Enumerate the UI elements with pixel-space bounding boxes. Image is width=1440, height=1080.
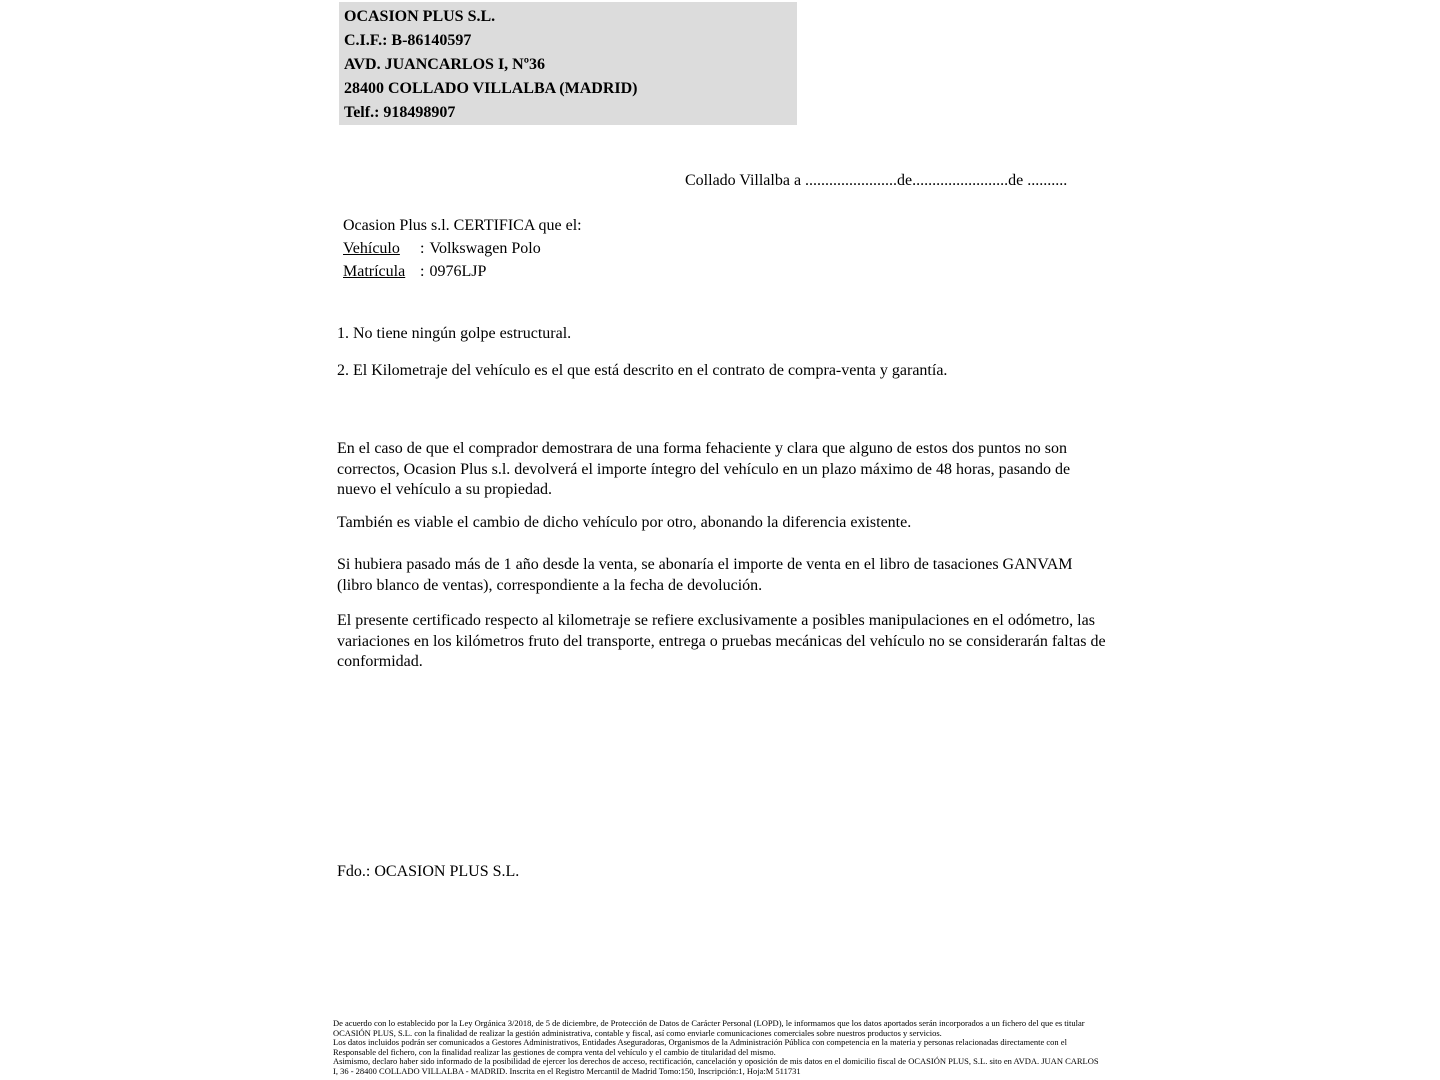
vehicle-value: Volkswagen Polo bbox=[429, 240, 541, 257]
company-address: AVD. JUANCARLOS I, Nº36 bbox=[344, 56, 546, 73]
paragraph-refund-terms: En el caso de que el comprador demostrara de una forma fehaciente y clara que alguno de estos dos puntos no son correctos, Ocasion Plus s.l. devolverá el importe íntegro del vehículo en un plazo máximo de 48 horas, pasando de nuevo el vehículo a su propiedad. bbox=[337, 440, 1071, 498]
plate-row bbox=[343, 260, 582, 283]
vehicle-separator: : bbox=[420, 240, 425, 257]
certify-intro: Ocasion Plus s.l. CERTIFICA que el: bbox=[343, 217, 582, 234]
legal-paragraph-lopd: De acuerdo con lo establecido por la Ley Orgánica 3/2018, de 5 de diciembre, de Protección de Datos de Carácter Personal (LOPD), le informamos que los datos aportados serán incorporados a un fichero del que es titular OCASIÓN PLUS, S.L. con la finalidad de realizar la gestión administrativa, contable y fiscal, así como enviarle comunicaciones comerciales sobre nuestros productos y servicios. bbox=[333, 1018, 1085, 1038]
signature-line: Fdo.: OCASION PLUS S.L. bbox=[337, 863, 520, 880]
vehicle-label-wrap bbox=[343, 237, 420, 260]
legal-paragraph-rights: Asimismo, declaro haber sido informado de la posibilidad de ejercer los derechos de acceso, rectificación, cancelación y oposición de mis datos en el domicilio fiscal de OCASIÓN PLUS, S.L. sito en AVDA. JUAN CARLOS I, 36 - 28400 COLLADO VILLALBA - MADRID. Inscrita en el Registro Mercantil de Madrid Tomo:150, Inscripción:1, Hoja:M 511731 bbox=[333, 1056, 1099, 1076]
paragraph-exchange-option: También es viable el cambio de dicho vehículo por otro, abonando la diferencia existente. bbox=[337, 514, 912, 531]
vehicle-label: Vehículo bbox=[343, 240, 400, 257]
legal-fine-print bbox=[333, 1019, 1099, 1077]
legal-paragraph-data-sharing: Los datos incluidos podrán ser comunicados a Gestores Administrativos, Entidades Aseguradoras, Organismos de la Administración Pública con competencia en la materia y personas relacionadas directamente con el Responsable del fichero, con la finalidad realizar las gestiones de compra venta del vehículo y el cambio de titularidad del mismo. bbox=[333, 1037, 1067, 1057]
company-city: 28400 COLLADO VILLALBA (MADRID) bbox=[344, 80, 638, 97]
company-name: OCASION PLUS S.L. bbox=[344, 8, 496, 25]
company-header-box bbox=[339, 2, 797, 125]
plate-label: Matrícula bbox=[343, 263, 406, 280]
plate-value: 0976LJP bbox=[429, 263, 487, 280]
company-phone: Telf.: 918498907 bbox=[344, 104, 456, 121]
certification-header bbox=[343, 214, 582, 283]
plate-label-wrap bbox=[343, 260, 420, 283]
vehicle-row bbox=[343, 237, 582, 260]
company-cif: C.I.F.: B-86140597 bbox=[344, 32, 472, 49]
date-fill-in-line: Collado Villalba a .......................de........................de .......... bbox=[685, 172, 1068, 189]
certified-point-1: 1. No tiene ningún golpe estructural. bbox=[337, 325, 572, 342]
paragraph-odometer-disclaimer: El presente certificado respecto al kilometraje se refiere exclusivamente a posibles manipulaciones en el odómetro, las variaciones en los kilómetros fruto del transporte, entrega o pruebas mecánicas del vehículo no se considerarán faltas de conformidad. bbox=[337, 612, 1106, 670]
certified-point-2: 2. El Kilometraje del vehículo es el que está descrito en el contrato de compra-venta y garantía. bbox=[337, 362, 948, 379]
paragraph-ganvam-valuation: Si hubiera pasado más de 1 año desde la venta, se abonaría el importe de venta en el libro de tasaciones GANVAM (libro blanco de ventas), correspondiente a la fecha de devolución. bbox=[337, 556, 1073, 594]
plate-separator: : bbox=[420, 263, 425, 280]
